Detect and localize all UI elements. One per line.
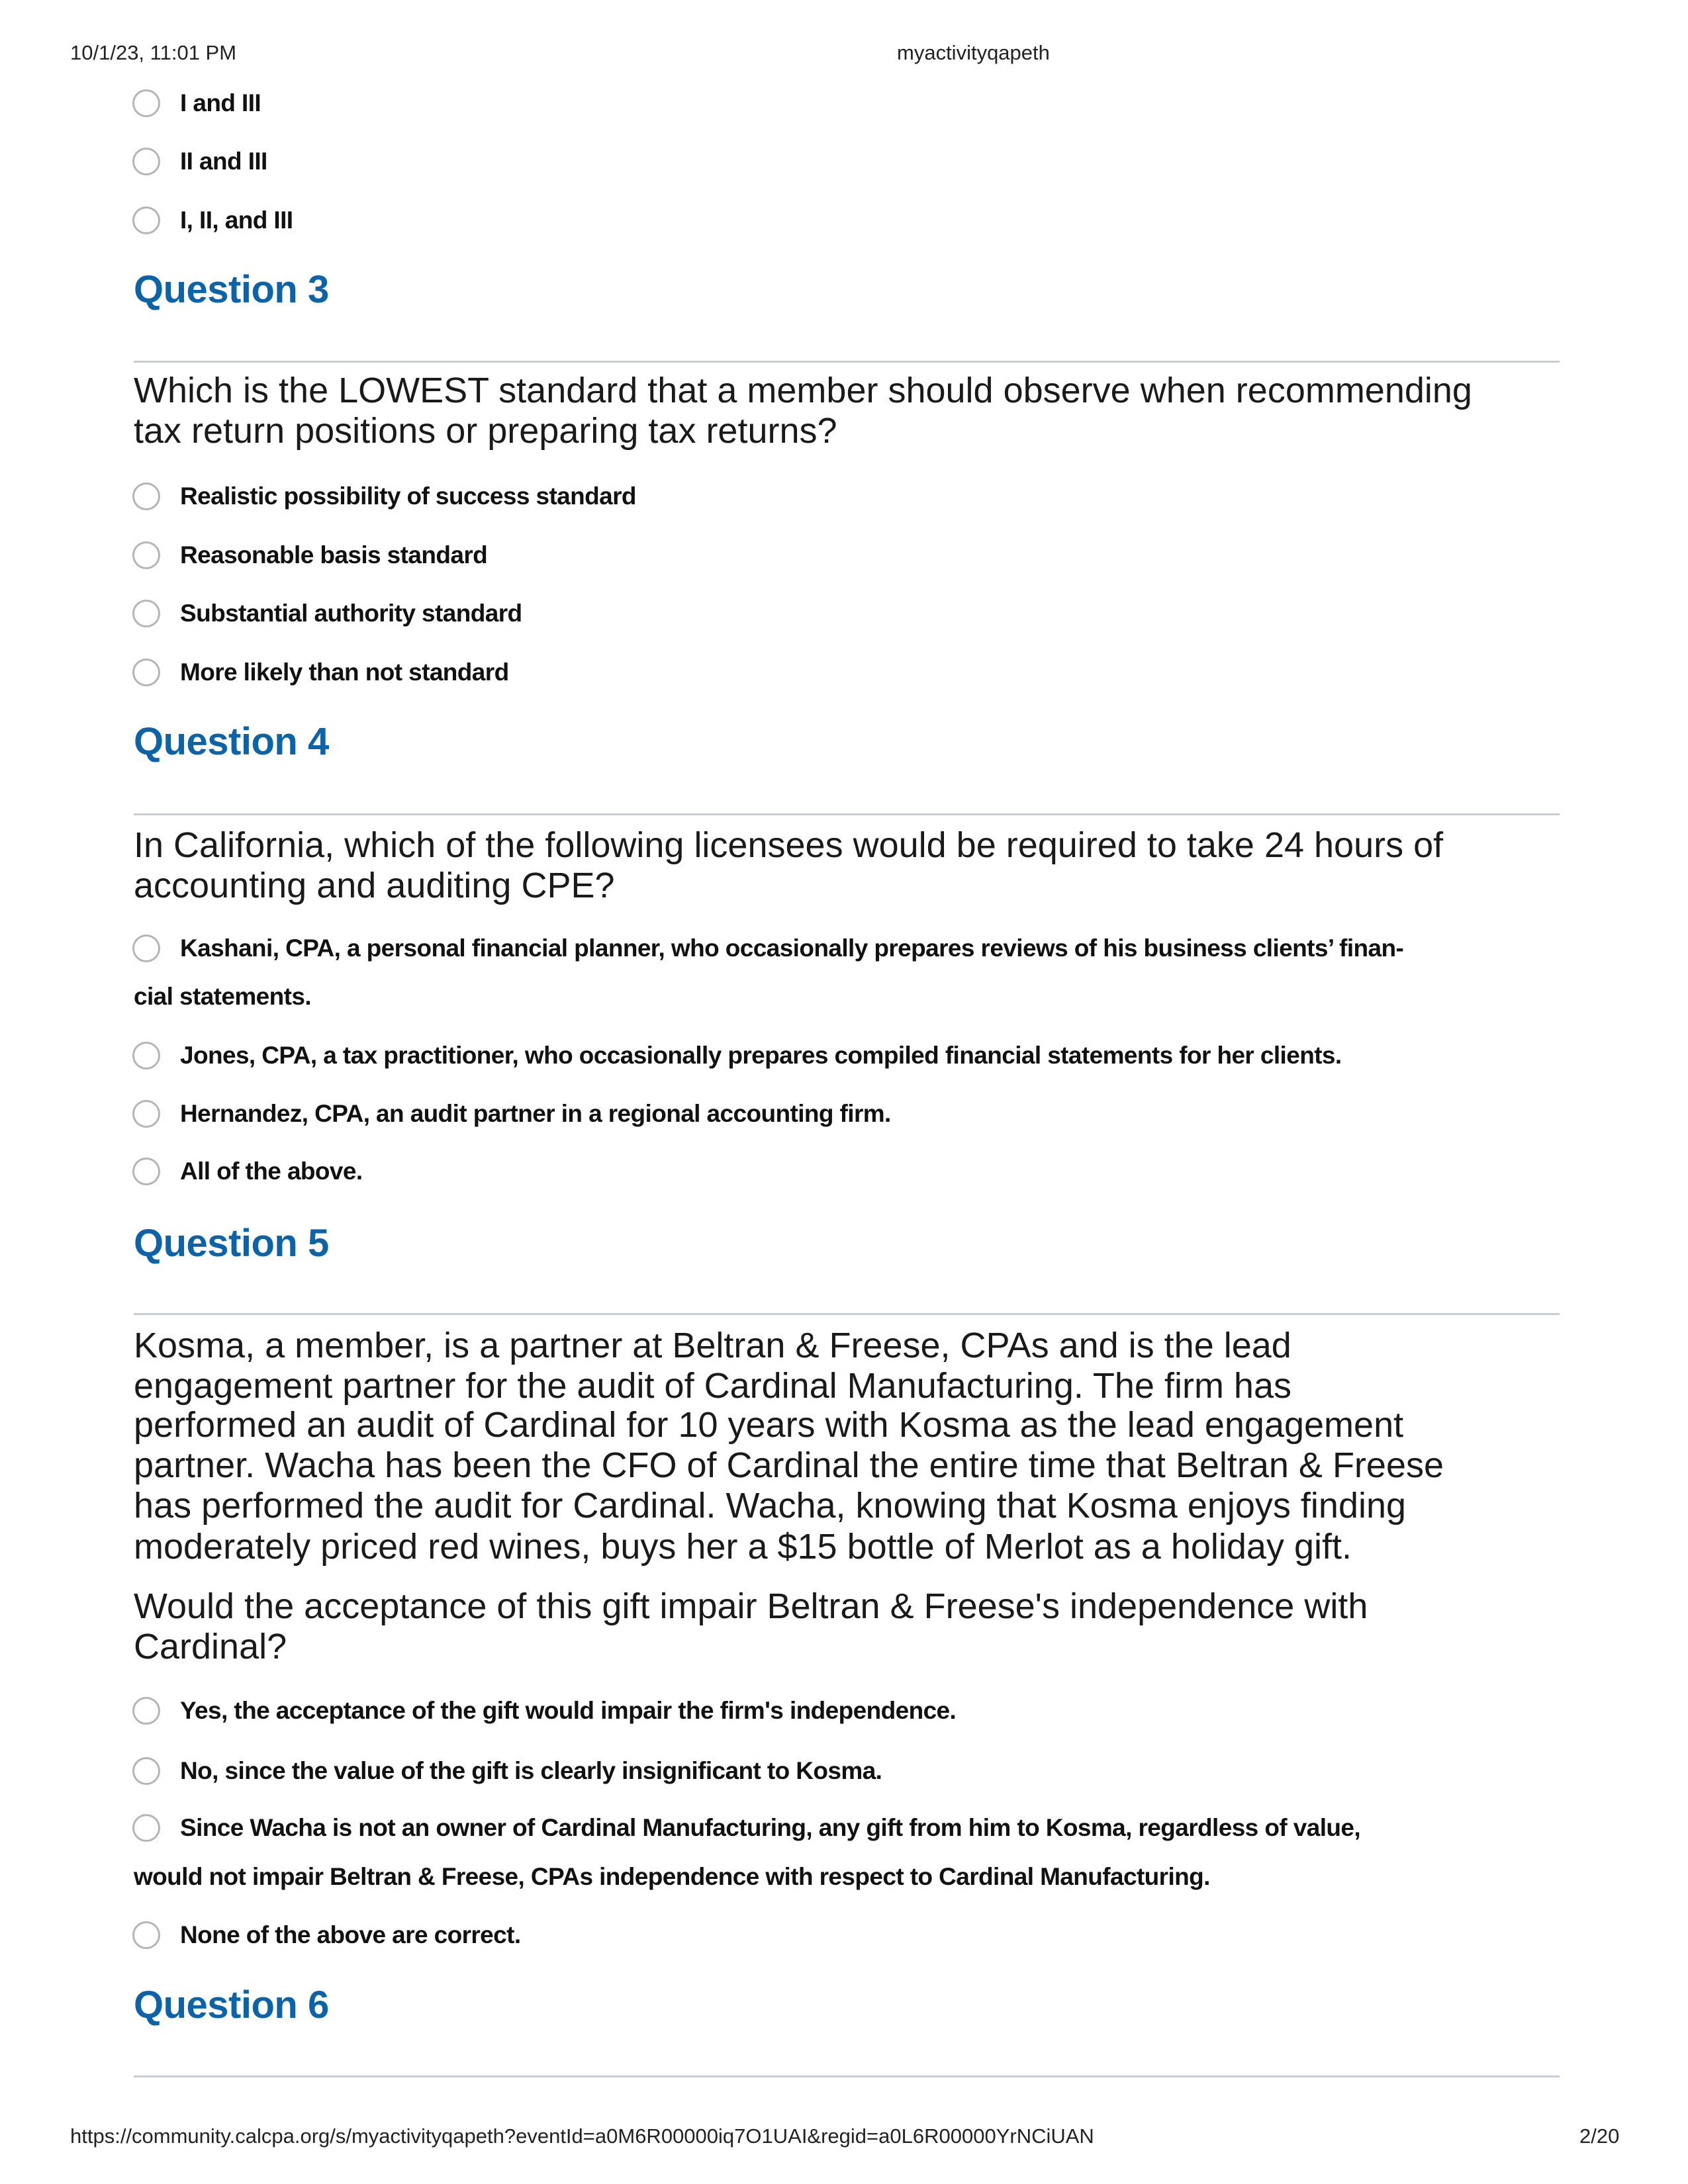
question-text: moderately priced red wines, buys her a $15 bottle of Merlot as a holiday gift. [134,1527,1352,1567]
answer-option[interactable] [132,931,1403,966]
page-number: 2/20 [1579,2124,1620,2148]
question-text: Cardinal? [134,1627,287,1666]
answer-option[interactable] [132,1097,891,1131]
question-text: accounting and auditing CPE? [134,866,615,905]
question-heading: Question 3 [134,268,329,311]
option-label: II and III [180,148,267,175]
question-heading: Question 6 [134,1983,329,2026]
answer-option[interactable] [132,1694,956,1728]
question-text: In California, which of the following licensees would be required to take 24 hours of [134,825,1444,865]
option-label: Since Wacha is not an owner of Cardinal Manufacturing, any gift from him to Kosma, regardless of value, [180,1814,1361,1841]
radio-button[interactable] [132,541,160,569]
option-label: Jones, CPA, a tax practitioner, who occasionally prepares compiled financial statements for her clients. [180,1042,1342,1069]
option-label: Substantial authority standard [180,600,522,627]
radio-button[interactable] [132,934,160,962]
radio-button[interactable] [132,148,160,175]
option-label: Yes, the acceptance of the gift would impair the firm's independence. [180,1697,957,1724]
question-text: tax return positions or preparing tax returns? [134,411,837,451]
answer-option[interactable] [132,596,522,631]
radio-button[interactable] [132,1100,160,1128]
option-label: I, II, and III [180,206,293,234]
divider [134,1313,1560,1315]
radio-button[interactable] [132,1921,160,1949]
question-text: Kosma, a member, is a partner at Beltran & Freese, CPAs and is the lead [134,1326,1291,1365]
answer-option[interactable] [132,655,509,690]
radio-button[interactable] [132,1697,160,1725]
option-label: Realistic possibility of success standard [180,482,636,510]
answer-option[interactable] [132,1154,363,1189]
answer-option[interactable] [132,1811,1360,1845]
print-datetime: 10/1/23, 11:01 PM [70,41,237,64]
answer-option[interactable] [132,1918,521,1952]
option-label: Reasonable basis standard [180,541,488,569]
answer-option[interactable] [132,538,487,572]
question-heading: Question 5 [134,1222,329,1265]
radio-button[interactable] [132,600,160,627]
divider [134,361,1560,363]
radio-button[interactable] [132,89,160,117]
option-label-continued: would not impair Beltran & Freese, CPAs independence with respect to Cardinal Manufacturing. [134,1863,1210,1890]
option-label: No, since the value of the gift is clearly insignificant to Kosma. [180,1757,882,1784]
radio-button[interactable] [132,1757,160,1785]
answer-option[interactable] [132,1038,1342,1073]
question-text: Would the acceptance of this gift impair Beltran & Freese's independence with [134,1586,1368,1626]
radio-button[interactable] [132,1158,160,1185]
answer-option[interactable] [132,1754,882,1788]
answer-option[interactable] [132,86,261,120]
answer-option[interactable] [132,479,636,514]
option-label: Hernandez, CPA, an audit partner in a regional accounting firm. [180,1100,891,1127]
divider [134,2075,1560,2077]
option-label-continued: cial statements. [134,983,312,1010]
footer-url: https://community.calcpa.org/s/myactivityqapeth?eventId=a0M6R00000iq7O1UAI&regid=a0L6R00000YrNCiUAN [70,2124,1094,2148]
radio-button[interactable] [132,206,160,234]
option-label: I and III [180,89,261,116]
question-text: performed an audit of Cardinal for 10 years with Kosma as the lead engagement [134,1405,1404,1445]
question-text: has performed the audit for Cardinal. Wacha, knowing that Kosma enjoys finding [134,1486,1407,1525]
radio-button[interactable] [132,659,160,686]
question-text: Which is the LOWEST standard that a member should observe when recommending [134,371,1472,410]
option-label: More likely than not standard [180,659,509,686]
option-label: Kashani, CPA, a personal financial planner, who occasionally prepares reviews of his business clients’ finan- [180,934,1404,962]
radio-button[interactable] [132,1042,160,1069]
question-heading: Question 4 [134,720,329,763]
answer-option[interactable] [132,144,267,179]
option-label: None of the above are correct. [180,1921,521,1948]
question-text: partner. Wacha has been the CFO of Cardinal the entire time that Beltran & Freese [134,1445,1444,1485]
option-label: All of the above. [180,1158,363,1185]
question-text: engagement partner for the audit of Cardinal Manufacturing. The firm has [134,1366,1291,1406]
radio-button[interactable] [132,1814,160,1842]
answer-option[interactable] [132,203,293,238]
radio-button[interactable] [132,482,160,510]
page-title: myactivityqapeth [897,41,1050,64]
divider [134,813,1560,815]
